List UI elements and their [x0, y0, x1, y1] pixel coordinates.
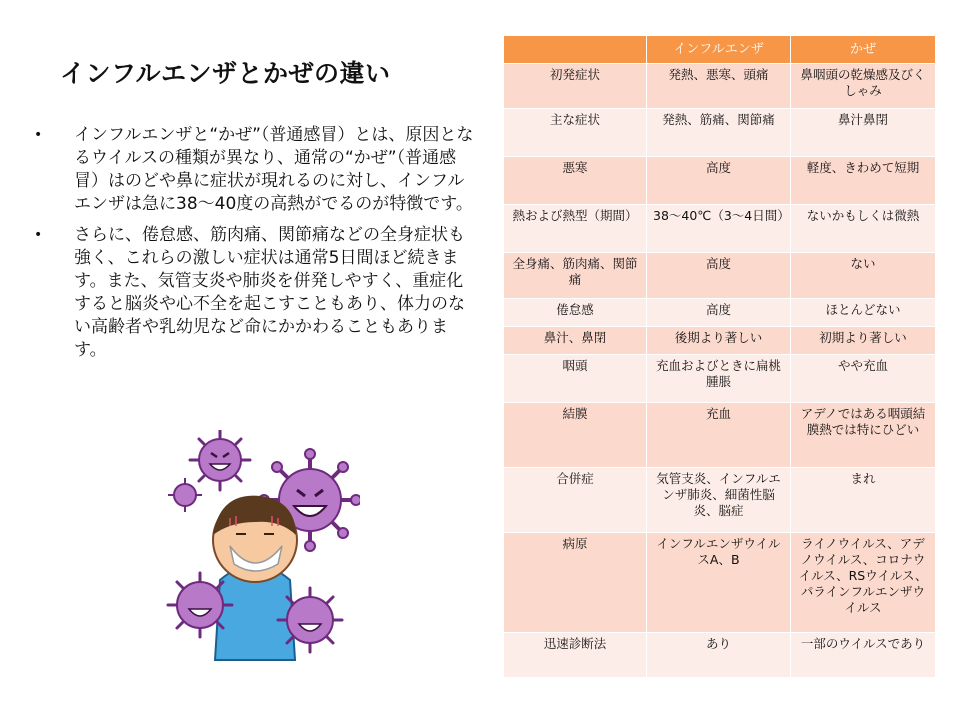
- row-label-cell: 鼻汁、鼻閉: [504, 327, 647, 355]
- table-header-row: [504, 36, 936, 64]
- cold-cell: ない: [791, 253, 936, 299]
- bullet-text: インフルエンザと“かぜ”（普通感冒）とは、原因となるウイルスの種類が異なり、通常の“かぜ”（普通感冒）はのどや鼻に症状が現れるのに対し、インフルエンザは急に38～40度の高熱がでるのが特徴です。: [74, 125, 474, 214]
- table-row: [504, 327, 936, 355]
- influenza-cell: 充血およびときに扁桃腫脹: [647, 355, 791, 403]
- cold-cell: ほとんどない: [791, 299, 936, 327]
- table-row: [504, 64, 936, 109]
- cold-cell: 一部のウイルスであり: [791, 633, 936, 678]
- row-label-cell: 熱および熱型（期間）: [504, 205, 647, 253]
- cold-cell: 初期より著しい: [791, 327, 936, 355]
- row-label-cell: 主な症状: [504, 109, 647, 157]
- virus-icon: [278, 588, 342, 652]
- row-label-cell: 倦怠感: [504, 299, 647, 327]
- bullet-item: [30, 224, 480, 362]
- header-cell: インフルエンザ: [647, 36, 791, 64]
- influenza-cell: インフルエンザウイルスA、B: [647, 533, 791, 633]
- table-row: [504, 468, 936, 533]
- bullet-item: [30, 124, 480, 216]
- cold-cell: ないかもしくは微熱: [791, 205, 936, 253]
- row-label-cell: 全身痛、筋肉痛、関節痛: [504, 253, 647, 299]
- table-row: [504, 157, 936, 205]
- cold-cell: アデノではある咽頭結膜熱では特にひどい: [791, 403, 936, 468]
- influenza-cell: 発熱、筋痛、関節痛: [647, 109, 791, 157]
- table-row: [504, 299, 936, 327]
- cold-cell: やや充血: [791, 355, 936, 403]
- bullet-text: さらに、倦怠感、筋肉痛、関節痛などの全身症状も強く、これらの激しい症状は通常5日間ほど続きます。また、気管支炎や肺炎を併発しやすく、重症化すると脳炎や心不全を起こすこともあり、体力のない高齢者や乳幼児など命にかかわることもあります。: [74, 225, 465, 360]
- cold-cell: まれ: [791, 468, 936, 533]
- bullet-list: [30, 124, 480, 370]
- row-label-cell: 咽頭: [504, 355, 647, 403]
- table-row: [504, 109, 936, 157]
- sick-person-with-virus-icon: [160, 430, 360, 670]
- row-label-cell: 初発症状: [504, 64, 647, 109]
- influenza-cell: 発熱、悪寒、頭痛: [647, 64, 791, 109]
- cold-cell: 鼻汁鼻閉: [791, 109, 936, 157]
- influenza-cell: 38～40℃（3～4日間）: [647, 205, 791, 253]
- table-row: [504, 633, 936, 678]
- cold-cell: 軽度、きわめて短期: [791, 157, 936, 205]
- virus-icon: [190, 430, 250, 490]
- header-cell: かぜ: [791, 36, 936, 64]
- comparison-table: [503, 35, 936, 678]
- influenza-cell: 高度: [647, 299, 791, 327]
- row-label-cell: 合併症: [504, 468, 647, 533]
- bullet-marker: •: [34, 227, 43, 243]
- table-row: [504, 533, 936, 633]
- row-label-cell: 結膜: [504, 403, 647, 468]
- table-row: [504, 205, 936, 253]
- person-icon: [213, 496, 297, 660]
- slide-title: インフルエンザとかぜの違い: [60, 59, 391, 88]
- table-row: [504, 355, 936, 403]
- virus-icon: [168, 573, 232, 637]
- influenza-cell: 高度: [647, 253, 791, 299]
- row-label-cell: 病原: [504, 533, 647, 633]
- influenza-cell: あり: [647, 633, 791, 678]
- table-row: [504, 253, 936, 299]
- virus-icon: [168, 478, 202, 512]
- header-cell: [504, 36, 647, 64]
- table-row: [504, 403, 936, 468]
- influenza-cell: 気管支炎、インフルエンザ肺炎、細菌性脳炎、脳症: [647, 468, 791, 533]
- influenza-cell: 後期より著しい: [647, 327, 791, 355]
- row-label-cell: 悪寒: [504, 157, 647, 205]
- cold-cell: 鼻咽頭の乾燥感及びくしゃみ: [791, 64, 936, 109]
- row-label-cell: 迅速診断法: [504, 633, 647, 678]
- influenza-cell: 高度: [647, 157, 791, 205]
- influenza-cell: 充血: [647, 403, 791, 468]
- cold-cell: ライノウイルス、アデノウイルス、コロナウイルス、RSウイルス、パラインフルエンザウイルス: [791, 533, 936, 633]
- bullet-marker: •: [34, 127, 43, 143]
